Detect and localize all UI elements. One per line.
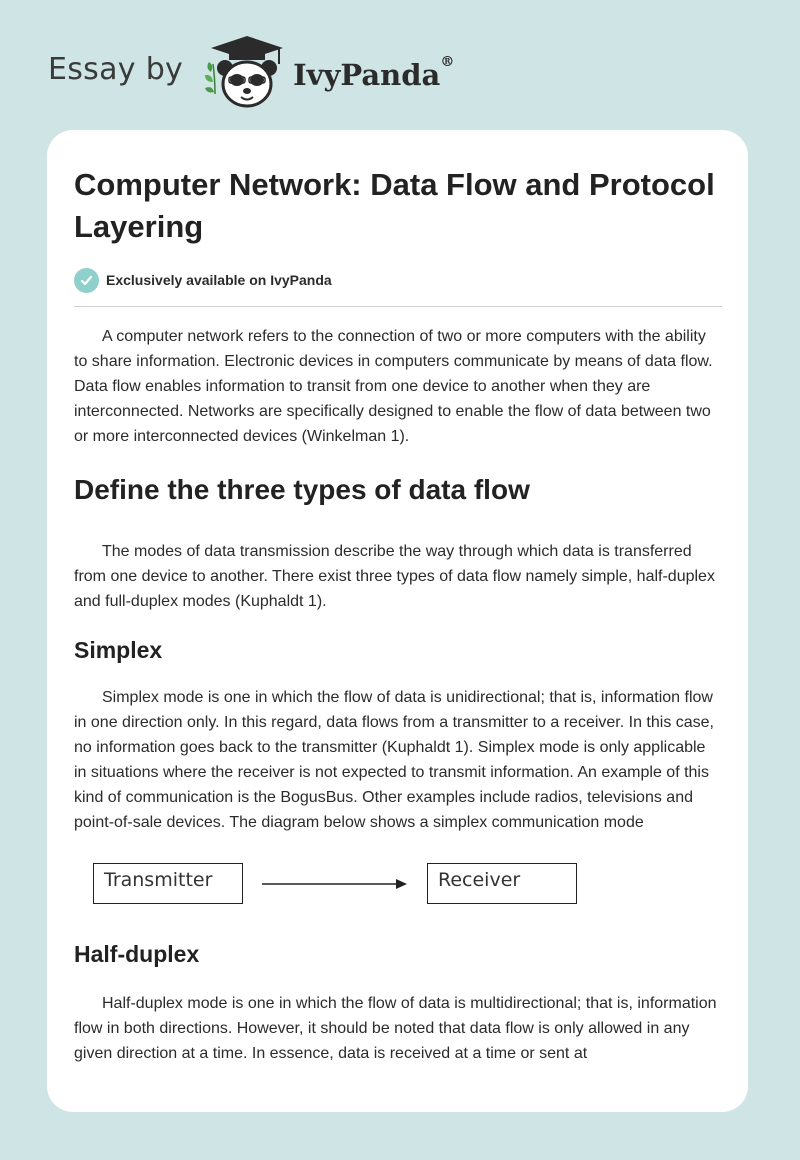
receiver-box: Receiver — [427, 863, 577, 904]
simplex-heading: Simplex — [74, 637, 163, 663]
brand-name — [293, 54, 455, 92]
article-title: Computer Network: Data Flow and Protocol Layering — [74, 167, 715, 244]
registered-mark: ® — [440, 54, 455, 70]
intro-paragraph: A computer network refers to the connection of two or more computers with the ability to share information. Electronic devices in computers communicate by means of data flow. Data flow enables information to transit from one device to another when they are interconnected. Networks are specifically designed to enable the flow of data between two or more interconnected devices (Winkelman 1). — [74, 328, 713, 445]
brand-header — [48, 34, 454, 110]
article-card — [47, 130, 748, 1112]
half-duplex-paragraph: Half-duplex mode is one in which the flow of data is multidirectional; that is, information flow in both directions. However, it should be noted that data flow is only allowed in any given direction at a time. In essence, data is received at a time or sent at — [74, 995, 717, 1062]
data-flow-paragraph: The modes of data transmission describe the way through which data is transferred from one device to another. There exist three types of data flow namely simple, half-duplex and full-duplex modes (Kuphaldt 1). — [74, 543, 715, 610]
article-content — [74, 164, 722, 1066]
arrow-right-icon — [262, 877, 408, 891]
section-heading-data-flow: Define the three types of data flow — [74, 474, 530, 505]
simplex-paragraph: Simplex mode is one in which the flow of data is unidirectional; that is, information flow in one direction only. In this regard, data flows from a transmitter to a receiver. In this case, no information goes back to the transmitter (Kuphaldt 1). Simplex mode is only applicable in situations where the receiver is not expected to transmit information. An example of this kind of communication is the BogusBus. Other examples include radios, televisions and point-of-sale devices. The diagram below shows a simplex communication mode — [74, 689, 714, 831]
check-icon — [74, 268, 99, 293]
brand-prefix: Essay by — [48, 51, 184, 87]
divider — [74, 306, 722, 307]
simplex-diagram — [74, 853, 722, 917]
exclusive-badge — [74, 267, 722, 293]
half-duplex-heading: Half-duplex — [74, 941, 200, 967]
exclusive-label: Exclusively available on IvyPanda — [106, 272, 332, 288]
ivypanda-logo-icon[interactable] — [197, 34, 289, 110]
transmitter-box: Transmitter — [93, 863, 243, 904]
brand-name-text: IvyPanda — [293, 58, 441, 92]
